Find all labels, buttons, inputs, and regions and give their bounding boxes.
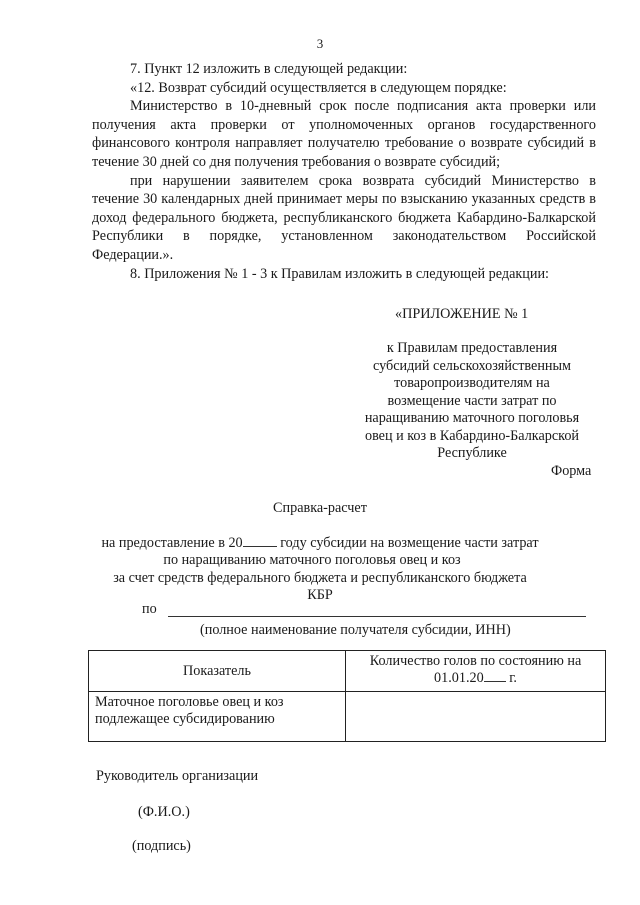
form-purpose-year-prefix: на предоставление в 20 [101, 535, 243, 551]
appendix-subtitle [346, 340, 598, 463]
form-title: Справка-расчет [273, 500, 367, 516]
appendix-title: «ПРИЛОЖЕНИЕ № 1 [395, 306, 529, 322]
table-header-indicator: Показатель [89, 651, 346, 692]
table-header-row [89, 651, 606, 692]
appendix-line: субсидий сельскохозяйственным [372, 357, 572, 374]
recipient-name-field[interactable] [168, 616, 586, 617]
appendix-line: возмещение части затрат по [387, 392, 557, 409]
date-year-blank[interactable] [484, 681, 506, 682]
appendix-line: товаропроизводителям на [394, 375, 550, 391]
form-purpose-line-4: КБР [307, 587, 333, 603]
signature-label: (подпись) [132, 838, 191, 854]
paragraph-item-8: 8. Приложения № 1 - 3 к Правилам изложить в следующей редакции: [130, 265, 549, 282]
date-prefix: 01.01.20 [434, 670, 484, 686]
page-number: 3 [316, 36, 324, 51]
table-header-count-line2 [352, 670, 599, 687]
recipient-label: по [142, 601, 157, 617]
year-blank[interactable] [243, 546, 277, 547]
form-purpose-line-3: за счет средств федерального бюджета и республиканского бюджета [113, 570, 527, 586]
appendix-line: овец и коз в Кабардино-Балкарской [364, 427, 580, 444]
appendix-line: наращиванию маточного поголовья [364, 410, 580, 426]
paragraph-violation: при нарушении заявителем срока возврата субсидий Министерство в течение 30 календарных дней принимает меры по взысканию указанных средств в доход федерального бюджета, республиканского бюджета Кабардино-Балкарской Республики в порядке, установленном законодательством Российской Федерации.». [92, 172, 596, 263]
head-of-organization-label: Руководитель организации [96, 768, 259, 784]
recipient-hint: (полное наименование получателя субсидии, ИНН) [200, 622, 511, 638]
paragraph-item-7: 7. Пункт 12 изложить в следующей редакции: [130, 61, 408, 77]
table-cell-count[interactable] [346, 692, 606, 742]
table-row [89, 692, 606, 742]
form-purpose-year-suffix: году субсидии на возмещение части затрат [280, 535, 539, 551]
paragraph-item-12-heading: «12. Возврат субсидий осуществляется в следующем порядке: [130, 79, 507, 96]
table-header-count [346, 651, 606, 692]
table-cell-indicator: Маточное поголовье овец и коз подлежащее субсидированию [89, 692, 346, 742]
form-label: Форма [551, 463, 592, 479]
full-name-label: (Ф.И.О.) [138, 804, 190, 820]
form-purpose-line-2: по наращиванию маточного поголовья овец и коз [163, 552, 461, 568]
table-header-count-line1: Количество голов по состоянию на [369, 653, 582, 669]
paragraph-ministry-notice: Министерство в 10-дневный срок после подписания акта проверки или получения акта проверки от уполномоченных органов государственного финансового контроля направляет получателю требование о возврате субсидий в течение 30 дней со дня получения требования о возврате субсидий; [92, 98, 596, 170]
form-purpose-line-1 [0, 535, 640, 552]
date-suffix: г. [509, 670, 517, 686]
amendment-text [92, 60, 596, 283]
calculation-table [88, 650, 606, 742]
appendix-line: к Правилам предоставления [386, 340, 558, 356]
appendix-line: Республике [437, 445, 507, 461]
